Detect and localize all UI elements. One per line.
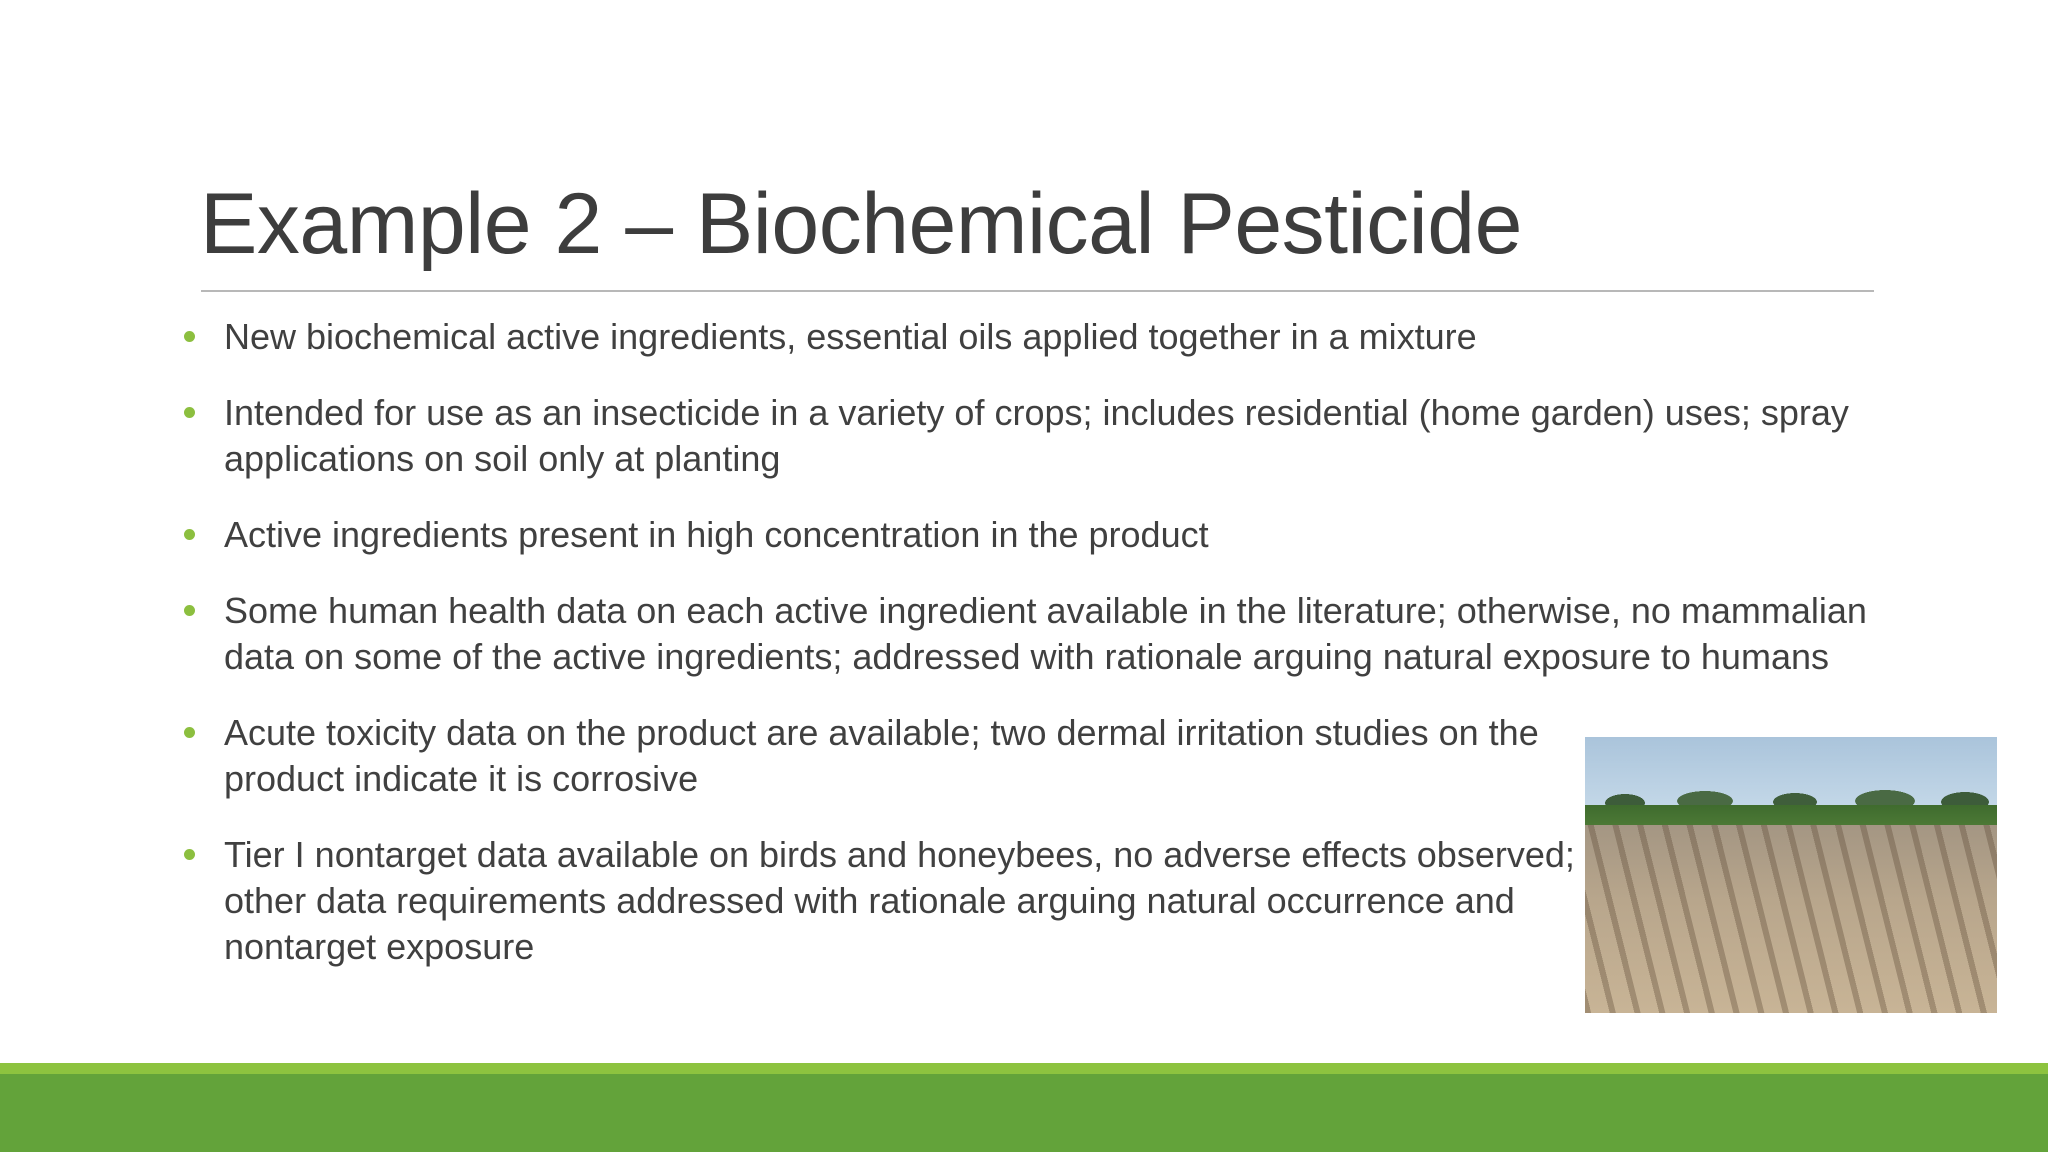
- bullet-dot-icon: [184, 849, 195, 860]
- footer-band-light: [0, 1063, 2048, 1074]
- photo-grass: [1585, 805, 1997, 827]
- bullet-text: Some human health data on each active ingredient available in the literature; otherwise, no mammalian data on some of the active ingredients; addressed with rationale arguing natural exposure to humans: [224, 590, 1867, 677]
- field-photo: [1585, 737, 1997, 1013]
- bullet-item: [184, 588, 1884, 680]
- bullet-dot-icon: [184, 407, 195, 418]
- bullet-text: Tier I nontarget data available on birds and honeybees, no adverse effects observed; other data requirements addressed with rationale arguing natural occurrence and nontarget exposure: [224, 834, 1575, 967]
- bullet-text: Intended for use as an insecticide in a variety of crops; includes residential (home garden) uses; spray applications on soil only at planting: [224, 392, 1849, 479]
- bullet-text: Active ingredients present in high concentration in the product: [224, 514, 1209, 555]
- bullet-dot-icon: [184, 727, 195, 738]
- bullet-item: [184, 314, 1884, 360]
- bullet-item: [184, 512, 1884, 558]
- footer-band-dark: [0, 1074, 2048, 1152]
- bullet-dot-icon: [184, 331, 195, 342]
- bullet-item: [184, 390, 1884, 482]
- bullet-item: [184, 832, 1594, 970]
- bullet-text: New biochemical active ingredients, essential oils applied together in a mixture: [224, 316, 1477, 357]
- bullet-item: [184, 710, 1614, 802]
- bullet-dot-icon: [184, 529, 195, 540]
- slide-title: Example 2 – Biochemical Pesticide: [200, 176, 1522, 272]
- photo-plowed-soil: [1585, 825, 1997, 1013]
- title-divider: [201, 290, 1874, 292]
- bullet-text: Acute toxicity data on the product are available; two dermal irritation studies on the product indicate it is corrosive: [224, 712, 1539, 799]
- bullet-dot-icon: [184, 605, 195, 616]
